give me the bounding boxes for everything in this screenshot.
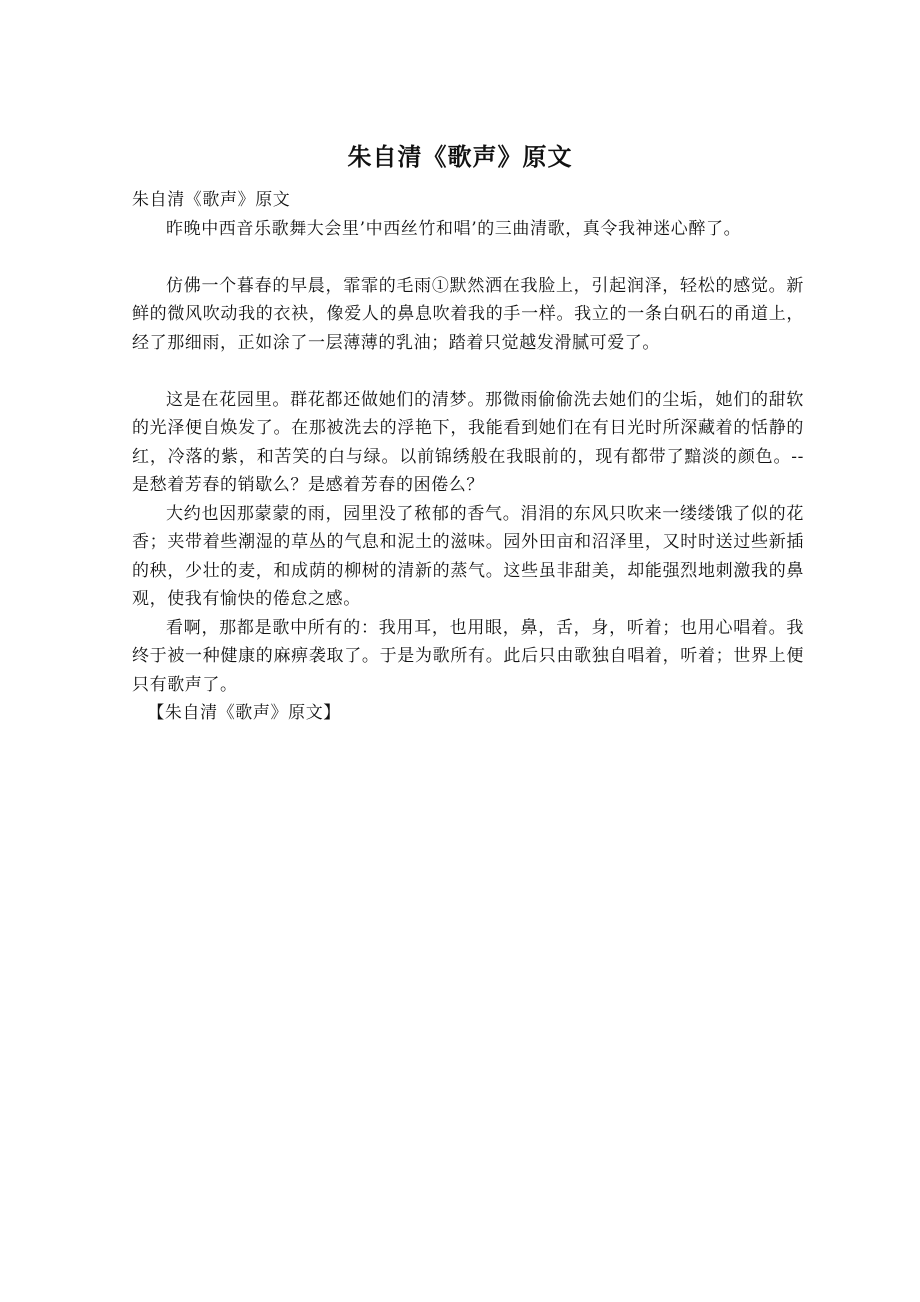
blank-line <box>132 357 804 386</box>
blank-line <box>132 243 804 272</box>
paragraph-5: 看啊，那都是歌中所有的：我用耳，也用眼，鼻，舌，身，听着；也用心唱着。我终于被一种健康的麻痹袭取了。于是为歌所有。此后只由歌独自唱着，听着；世界上便只有歌声了。 <box>132 617 804 695</box>
document-subtitle: 朱自清《歌声》原文 <box>132 190 291 210</box>
document-footer-tag: 【朱自清《歌声》原文】 <box>147 703 341 723</box>
paragraph-4: 大约也因那蒙蒙的雨，园里没了秾郁的香气。涓涓的东风只吹来一缕缕饿了似的花香；夹带着些潮湿的草丛的气息和泥土的滋味。园外田亩和沼泽里，又时时送过些新插的秧，少壮的麦，和成荫的柳树的清新的蒸气。这些虽非甜美，却能强烈地刺激我的鼻观，使我有愉快的倦怠之感。 <box>132 503 804 609</box>
paragraph-3: 这是在花园里。群花都还做她们的清梦。那微雨偷偷洗去她们的尘垢，她们的甜软的光泽便自焕发了。在那被洗去的浮艳下，我能看到她们在有日光时所深藏着的恬静的红，冷落的紫，和苦笑的白与绿。以前锦绣般在我眼前的，现有都带了黯淡的颜色。--是愁着芳春的销歇么？是感着芳春的困倦么？ <box>132 389 804 495</box>
paragraph-1: 昨晚中西音乐歌舞大会里’中西丝竹和唱’的三曲清歌，真令我神迷心醉了。 <box>166 218 742 239</box>
document-title: 朱自清《歌声》原文 <box>347 142 573 171</box>
paragraph-2: 仿佛一个暮春的早晨，霏霏的毛雨①默然洒在我脸上，引起润泽，轻松的感觉。新鲜的微风吹动我的衣袂，像爱人的鼻息吹着我的手一样。我立的一条白矾石的甬道上，经了那细雨，正如涂了一层薄薄的乳油；踏着只觉越发滑腻可爱了。 <box>132 275 804 353</box>
document-body <box>132 186 804 728</box>
